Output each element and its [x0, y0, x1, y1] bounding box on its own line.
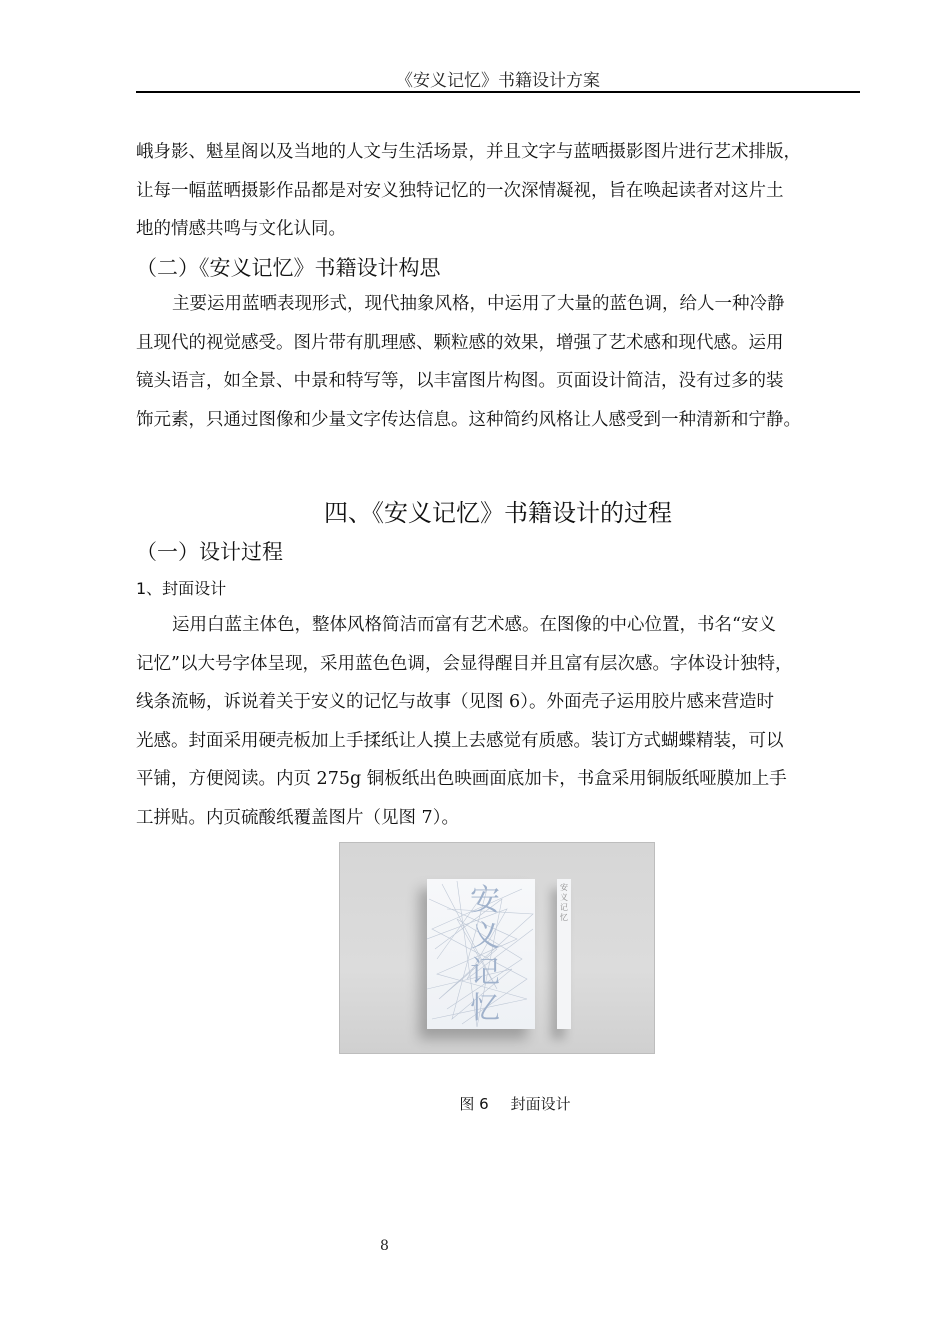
section-heading-concept: （二）《安义记忆》书籍设计构思 [136, 256, 441, 280]
figure-caption-text: 封面设计 [510, 1095, 571, 1113]
text-line: 线条流畅，诉说着关于安义的记忆与故事（见图 6）。外面壳子运用胶片感来营造时 [136, 692, 774, 712]
text-line: 运用白蓝主体色，整体风格简洁而富有艺术感。在图像的中心位置，书名“安义 [172, 615, 776, 635]
text-line: 峨身影、魁星阁以及当地的人文与生活场景，并且文字与蓝晒摄影图片进行艺术排版， [136, 142, 801, 162]
text-line: 工拼贴。内页硫酸纸覆盖图片（见图 7）。 [136, 807, 459, 828]
text-line: 让每一幅蓝晒摄影作品都是对安义独特记忆的一次深情凝视，旨在唤起读者对这片土 [136, 180, 784, 201]
text-line: 主要运用蓝晒表现形式，现代抽象风格，中运用了大量的蓝色调，给人一种冷静 [172, 294, 785, 314]
text-line: 地的情感共鸣与文化认同。 [136, 219, 346, 239]
text-line: 饰元素，只通过图像和少量文字传达信息。这种简约风格让人感受到一种清新和宁静。 [136, 409, 801, 430]
concept-paragraph [136, 285, 866, 439]
cover-title: 安 义 记 忆 [470, 883, 500, 1026]
section-heading-process: （一）设计过程 [136, 540, 283, 564]
book-spine-mockup [557, 879, 571, 1029]
chapter-heading: 四、《安义记忆》书籍设计的过程 [324, 499, 672, 527]
text-line: 记忆”以大号字体呈现，采用蓝色色调，会显得醒目并且富有层次感。字体设计独特， [136, 653, 793, 674]
cover-design-paragraph [136, 606, 866, 837]
spine-title: 安 义 记 忆 [560, 883, 568, 922]
intro-paragraph [136, 133, 866, 249]
text-line: 镜头语言，如全景、中景和特写等，以丰富图片构图。页面设计简洁，没有过多的装 [136, 371, 784, 391]
running-header: 《安义记忆》书籍设计方案 [396, 71, 600, 91]
figure-caption [0, 1093, 950, 1114]
cover-design-figure [339, 842, 655, 1054]
text-line: 平铺，方便阅读。内页 275g 铜板纸出色映画面底加卡，书盒采用铜版纸哑膜加上手 [136, 769, 787, 789]
header-rule [136, 91, 860, 93]
figure-label: 图 6 [459, 1095, 489, 1113]
book-cover-mockup [427, 879, 535, 1029]
text-line: 且现代的视觉感受。图片带有肌理感、颗粒感的效果，增强了艺术感和现代感。运用 [136, 332, 784, 353]
text-line: 光感。封面采用硬壳板加上手揉纸让人摸上去感觉有质感。装订方式蝴蝶精装，可以 [136, 730, 784, 751]
subsection-heading-cover: 1、封面设计 [136, 579, 227, 598]
page-number: 8 [380, 1238, 389, 1254]
